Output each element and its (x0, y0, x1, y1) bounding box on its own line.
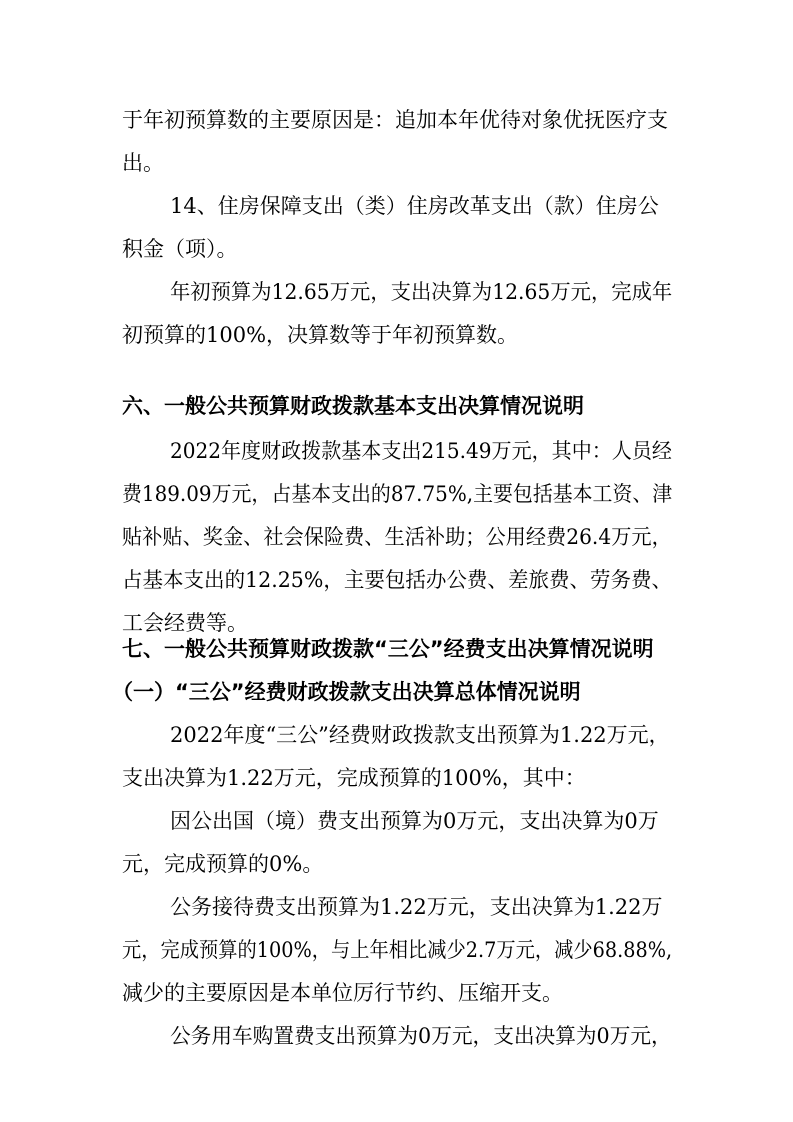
body-text-line: 元，完成预算的0%。 (122, 852, 324, 876)
body-text-line: 元，完成预算的100%，与上年相比减少2.7万元，减少68.88%, (122, 938, 673, 962)
body-text-line: 于年初预算数的主要原因是：追加本年优待对象优抚医疗支 (122, 108, 668, 132)
section-heading-7: 七、一般公共预算财政拨款“三公”经费支出决算情况说明 (122, 637, 654, 661)
body-text-line: 积金（项）。 (122, 237, 238, 261)
body-text-line: 费189.09万元，占基本支出的87.75%,主要包括基本工资、津 (122, 482, 673, 506)
body-text-line: 14、住房保障支出（类）住房改革支出（款）住房公 (170, 194, 659, 218)
body-text-line: 贴补贴、奖金、社会保险费、生活补助；公用经费26.4万元， (122, 525, 672, 549)
body-text-line: 因公出国（境）费支出预算为0万元，支出决算为0万 (170, 809, 659, 833)
body-text-line: 出。 (122, 151, 164, 175)
body-text-line: 年初预算为12.65万元，支出决算为12.65万元，完成年 (170, 280, 673, 304)
section-heading-6: 六、一般公共预算财政拨款基本支出决算情况说明 (122, 394, 584, 418)
body-text-line: 2022年度财政拨款基本支出215.49万元，其中：人员经 (170, 439, 672, 463)
body-text-line: 占基本支出的12.25%，主要包括办公费、差旅费、劳务费、 (122, 568, 673, 592)
body-text-line: 2022年度“三公”经费财政拨款支出预算为1.22万元， (170, 723, 670, 747)
body-text-line: 初预算的100%，决算数等于年初预算数。 (122, 323, 519, 347)
body-text-line: 支出决算为1.22万元，完成预算的100%，其中： (122, 766, 586, 790)
body-text-line: 公务用车购置费支出预算为0万元，支出决算为0万元， (170, 1024, 672, 1048)
subsection-heading: （一）“三公”经费财政拨款支出决算总体情况说明 (112, 680, 581, 704)
body-text-line: 工会经费等。 (122, 611, 248, 635)
body-text-line: 公务接待费支出预算为1.22万元，支出决算为1.22万 (170, 895, 663, 919)
body-text-line: 减少的主要原因是本单位厉行节约、压缩开支。 (122, 981, 563, 1005)
